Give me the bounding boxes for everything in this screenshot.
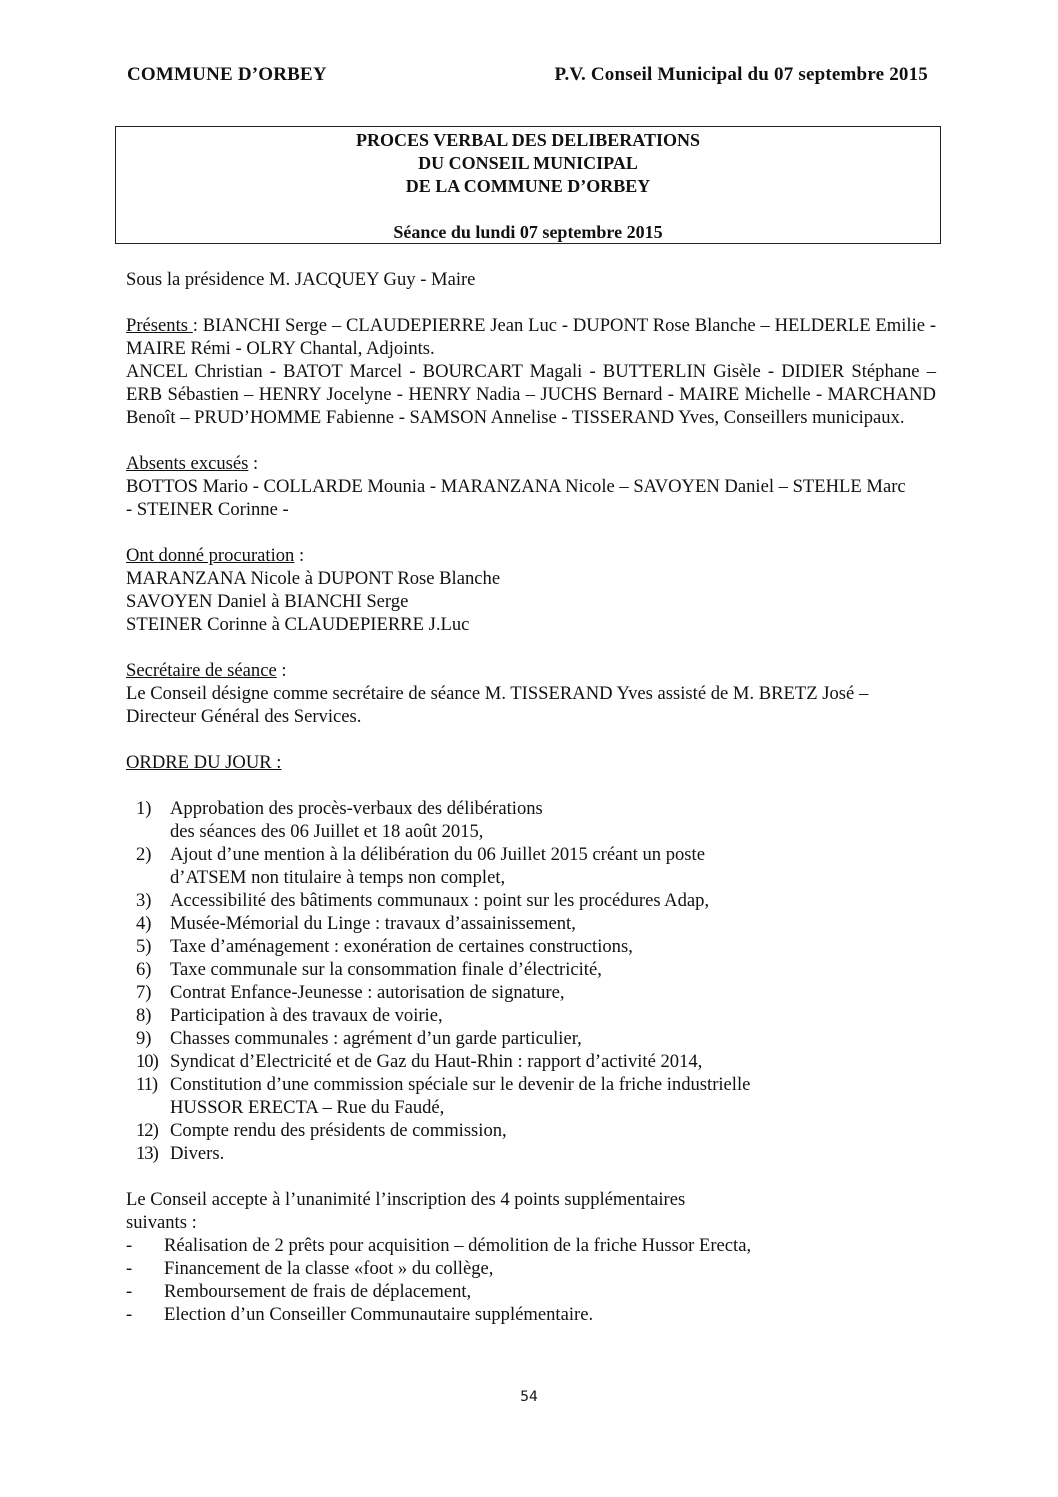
procuration-item: MARANZANA Nicole à DUPONT Rose Blanche [126, 568, 501, 589]
title-line-1: PROCES VERBAL DES DELIBERATIONS [356, 130, 700, 150]
agenda-item: 12) Compte rendu des présidents de commission, [136, 1120, 507, 1141]
header-pv-title: P.V. Conseil Municipal du 07 septembre 2015 [554, 64, 928, 85]
session-date: Séance du lundi 07 septembre 2015 [393, 222, 663, 242]
agenda-item: 7) Contrat Enfance-Jeunesse : autorisation de signature, [136, 982, 565, 1003]
secretaire-text: Le Conseil désigne comme secrétaire de séance M. TISSERAND Yves assisté de M. BRETZ José – Directeur Général des Services. [126, 683, 869, 727]
agenda-list [126, 797, 936, 1165]
title-line-2: DU CONSEIL MUNICIPAL [418, 153, 638, 173]
agenda-item: 3) Accessibilité des bâtiments communaux : point sur les procédures Adap, [136, 890, 710, 911]
agenda-item: 10) Syndicat d’Electricité et de Gaz du Haut-Rhin : rapport d’activité 2014, [136, 1051, 703, 1072]
secretaire-heading: Secrétaire de séance : [126, 660, 287, 681]
title-box [115, 126, 941, 244]
agenda-item: 4) Musée-Mémorial du Linge : travaux d’assainissement, [136, 913, 576, 934]
presents-label: Présents [126, 315, 193, 336]
presents-adjoints: : BIANCHI Serge – CLAUDEPIERRE Jean Luc - DUPONT Rose Blanche – HELDERLE Emilie - MAIRE Rémi - OLRY Chantal, Adjoints. [126, 315, 937, 359]
presents-paragraph [126, 314, 936, 360]
agenda-item: 6) Taxe communale sur la consommation finale d’électricité, [136, 959, 602, 980]
procuration-label: Ont donné procuration [126, 545, 295, 566]
supplementary-item: - Election d’un Conseiller Communautaire supplémentaire. [126, 1304, 594, 1325]
supplementary-item: - Réalisation de 2 prêts pour acquisition – démolition de la friche Hussor Erecta, [126, 1235, 752, 1256]
procuration-item: SAVOYEN Daniel à BIANCHI Serge [126, 591, 409, 612]
agenda-item: 1) Approbation des procès-verbaux des délibérations des séances des 06 Juillet et 18 août 2015, [136, 798, 543, 842]
presidence: Sous la présidence M. JACQUEY Guy - Maire [126, 269, 476, 290]
agenda-item: 8) Participation à des travaux de voirie, [136, 1005, 443, 1026]
absents-heading: Absents excusés : [126, 453, 259, 474]
absents-label: Absents excusés [126, 453, 249, 474]
supplementary-item: - Financement de la classe «foot » du collège, [126, 1258, 494, 1279]
page-number: 54 [520, 1389, 538, 1405]
ordre-du-jour-heading: ORDRE DU JOUR : [126, 752, 282, 773]
procuration-heading: Ont donné procuration : [126, 545, 305, 566]
agenda-item: 11) Constitution d’une commission spéciale sur le devenir de la friche industrielle HUSSOR ERECTA – Rue du Faudé, [136, 1074, 751, 1118]
absents-list: BOTTOS Mario - COLLARDE Mounia - MARANZANA Nicole – SAVOYEN Daniel – STEHLE Marc - STEINER Corinne - [126, 476, 906, 520]
presents-conseillers: ANCEL Christian - BATOT Marcel - BOURCART Magali - BUTTERLIN Gisèle - DIDIER Stéphane – ERB Sébastien – HENRY Jocelyne - HENRY Nadia – JUCHS Bernard - MAIRE Michelle - MARCHAND Benoît – PRUD’HOMME Fabienne - SAMSON Annelise - TISSERAND Yves, Conseillers municipaux. [126, 361, 936, 428]
title-line-3: DE LA COMMUNE D’ORBEY [405, 176, 651, 196]
agenda-item: 13) Divers. [136, 1143, 225, 1164]
header-commune: COMMUNE D’ORBEY [127, 64, 327, 85]
agenda-item: 2) Ajout d’une mention à la délibération du 06 Juillet 2015 créant un poste d’ATSEM non titulaire à temps non complet, [136, 844, 705, 888]
supplementary-item: - Remboursement de frais de déplacement, [126, 1281, 472, 1302]
supplementaires-intro: Le Conseil accepte à l’unanimité l’inscription des 4 points supplémentaires suivants : [126, 1189, 686, 1233]
secretaire-label: Secrétaire de séance [126, 660, 277, 681]
procuration-item: STEINER Corinne à CLAUDEPIERRE J.Luc [126, 614, 470, 635]
page-header [127, 64, 928, 86]
document-body [126, 268, 936, 1326]
agenda-item: 9) Chasses communales : agrément d’un garde particulier, [136, 1028, 582, 1049]
agenda-item: 5) Taxe d’aménagement : exonération de certaines constructions, [136, 936, 633, 957]
supplementary-list [126, 1234, 936, 1326]
